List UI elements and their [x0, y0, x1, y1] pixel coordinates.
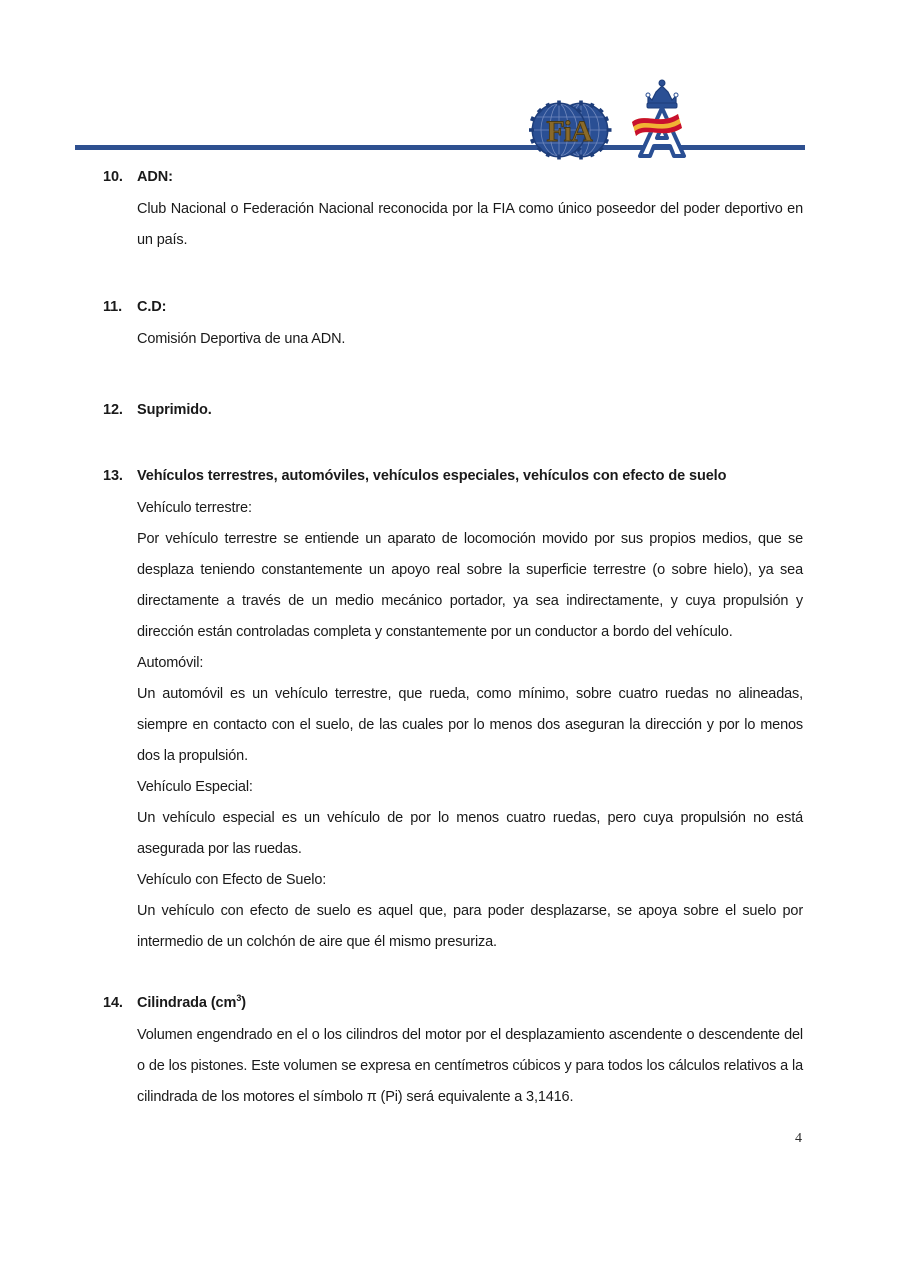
item-number: 11. — [103, 299, 123, 315]
item-paragraph: Un automóvil es un vehículo terrestre, que rueda, como mínimo, sobre cuatro ruedas no alineadas, siempre en contacto con el suelo, de las cuales por lo menos dos aseguran la dirección y por lo menos dos la propulsión. — [137, 686, 803, 764]
page-number: 4 — [795, 1131, 802, 1146]
item-title: Vehículos terrestres, automóviles, vehículos especiales, vehículos con efecto de suelo — [137, 468, 727, 484]
item-title: ADN: — [137, 169, 173, 185]
item-number: 10. — [103, 169, 123, 185]
item-paragraph: Comisión Deportiva de una ADN. — [137, 331, 346, 347]
spacer — [103, 958, 803, 992]
item-title-superscript: 3 — [236, 993, 242, 1004]
item-paragraph: Volumen engendrado en el o los cilindros del motor por el desplazamiento ascendente o descendente del o de los pistones. Este volumen se expresa en centímetros cúbicos y para todos los cálculos relativos a la cilindrada de los motores el símbolo π (Pi) será equivalente a 3,1416. — [137, 1027, 803, 1105]
item-number: 12. — [103, 402, 123, 418]
item-subheading: Vehículo Especial: — [137, 779, 253, 795]
spacer — [103, 421, 803, 465]
item-subheading: Vehículo con Efecto de Suelo: — [137, 872, 327, 888]
item-subheading: Vehículo terrestre: — [137, 500, 252, 516]
item-paragraph: Por vehículo terrestre se entiende un aparato de locomoción movido por sus propios medios, que se desplaza teniendo constantemente un apoyo real sobre la superficie terrestre (o sobre hielo), ya sea directamente a través de un medio mecánico portador, ya sea indirectamente, y cuya propulsión y dirección están controladas completa y constantemente por un conductor a bordo del vehículo. — [137, 531, 803, 640]
item-title-suffix: ) — [241, 995, 246, 1011]
document-body — [103, 166, 803, 1113]
item-title — [137, 992, 803, 1014]
fia-wordmark — [546, 115, 593, 148]
definition-item-10 — [103, 166, 803, 256]
logo-band — [520, 72, 710, 162]
fia-logo — [526, 100, 612, 160]
rfeda-logo — [626, 74, 698, 160]
definition-item-12 — [103, 399, 803, 421]
item-paragraph: Club Nacional o Federación Nacional reconocida por la FIA como único poseedor del poder deportivo en un país. — [137, 201, 803, 248]
item-title: C.D: — [137, 299, 167, 315]
definition-item-13 — [103, 465, 803, 958]
definition-item-14 — [103, 992, 803, 1113]
definition-item-11 — [103, 296, 803, 355]
item-number: 13. — [103, 468, 123, 484]
item-paragraph: Un vehículo especial es un vehículo de por lo menos cuatro ruedas, pero cuya propulsión no está asegurada por las ruedas. — [137, 810, 803, 857]
spacer — [103, 355, 803, 399]
svg-text:FiA: FiA — [546, 115, 592, 148]
item-paragraph: Un vehículo con efecto de suelo es aquel que, para poder desplazarse, se apoya sobre el suelo por intermedio de un colchón de aire que él mismo presuriza. — [137, 903, 803, 950]
spacer — [103, 256, 803, 296]
item-number: 14. — [103, 995, 123, 1011]
item-subheading: Automóvil: — [137, 655, 204, 671]
crown-icon — [646, 80, 678, 108]
item-title-prefix: Cilindrada (cm — [137, 995, 237, 1011]
page-header — [0, 0, 905, 160]
item-title: Suprimido. — [137, 402, 212, 418]
